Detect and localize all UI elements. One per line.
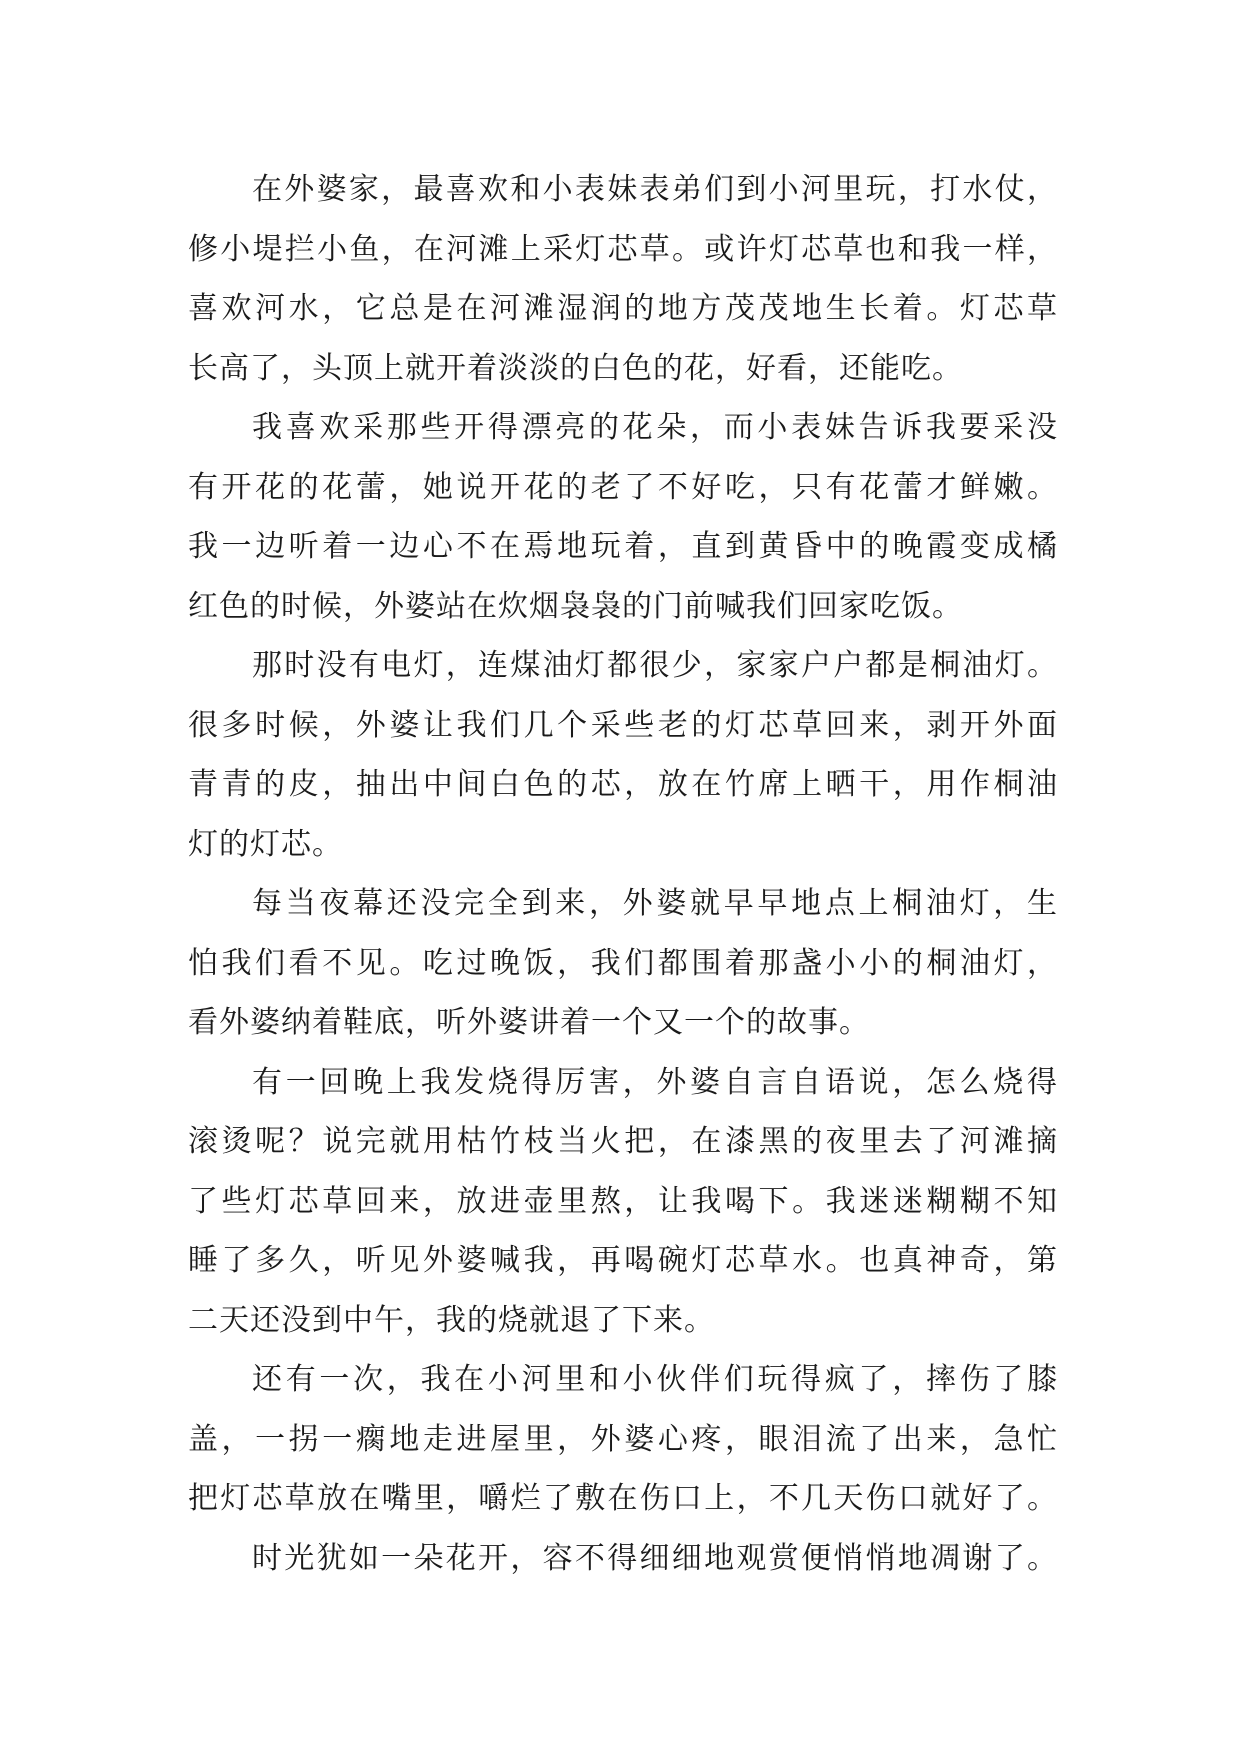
paragraph-3 [188,636,1058,874]
paragraph-4 [188,874,1058,1053]
text-line: 很多时候，外婆让我们几个采些老的灯芯草回来，剥开外面 [188,707,1058,743]
text-line: 时光犹如一朵花开，容不得细细地观赏便悄悄地凋谢了。 [252,1540,1058,1576]
text-line: 红色的时候，外婆站在炊烟袅袅的门前喊我们回家吃饭。 [188,588,963,624]
paragraph-7 [188,1529,1058,1589]
text-line: 喜欢河水，它总是在河滩湿润的地方茂茂地生长着。灯芯草 [188,291,1058,326]
text-line: 在外婆家，最喜欢和小表妹表弟们到小河里玩，打水仗， [252,172,1058,207]
text-line: 灯的灯芯。 [188,826,343,862]
text-line: 二天还没到中午，我的烧就退了下来。 [188,1302,715,1338]
text-line: 长高了，头顶上就开着淡淡的白色的花，好看，还能吃。 [188,350,963,386]
text-line: 滚烫呢？说完就用枯竹枝当火把，在漆黑的夜里去了河滩摘 [188,1124,1058,1159]
paragraph-1 [188,160,1058,398]
text-line: 修小堤拦小鱼，在河滩上采灯芯草。或许灯芯草也和我一样， [188,231,1058,267]
text-line: 看外婆纳着鞋底，听外婆讲着一个又一个的故事。 [188,1005,870,1040]
text-line: 我喜欢采那些开得漂亮的花朵，而小表妹告诉我要采没 [252,410,1058,445]
text-line: 那时没有电灯，连煤油灯都很少，家家户户都是桐油灯。 [252,648,1058,683]
text-line: 有一回晚上我发烧得厉害，外婆自言自语说，怎么烧得 [252,1064,1058,1100]
paragraph-5 [188,1053,1058,1351]
text-line: 把灯芯草放在嘴里，嚼烂了敷在伤口上，不几天伤口就好了。 [188,1481,1058,1516]
text-line: 睡了多久，听见外婆喊我，再喝碗灯芯草水。也真神奇，第 [188,1243,1058,1278]
document-body [188,160,1058,1588]
text-line: 我一边听着一边心不在焉地玩着，直到黄昏中的晚霞变成橘 [188,529,1058,564]
text-line: 了些灯芯草回来，放进壶里熬，让我喝下。我迷迷糊糊不知 [188,1183,1058,1219]
paragraph-6 [188,1350,1058,1529]
text-line: 还有一次，我在小河里和小伙伴们玩得疯了，摔伤了膝 [252,1362,1058,1397]
text-line: 怕我们看不见。吃过晚饭，我们都围着那盏小小的桐油灯， [188,945,1058,981]
text-line: 青青的皮，抽出中间白色的芯，放在竹席上晒干，用作桐油 [188,767,1058,802]
text-line: 有开花的花蕾，她说开花的老了不好吃，只有花蕾才鲜嫩。 [188,469,1058,505]
paragraph-2 [188,398,1058,636]
text-line: 盖，一拐一瘸地走进屋里，外婆心疼，眼泪流了出来，急忙 [188,1421,1058,1457]
text-line: 每当夜幕还没完全到来，外婆就早早地点上桐油灯，生 [252,886,1058,921]
